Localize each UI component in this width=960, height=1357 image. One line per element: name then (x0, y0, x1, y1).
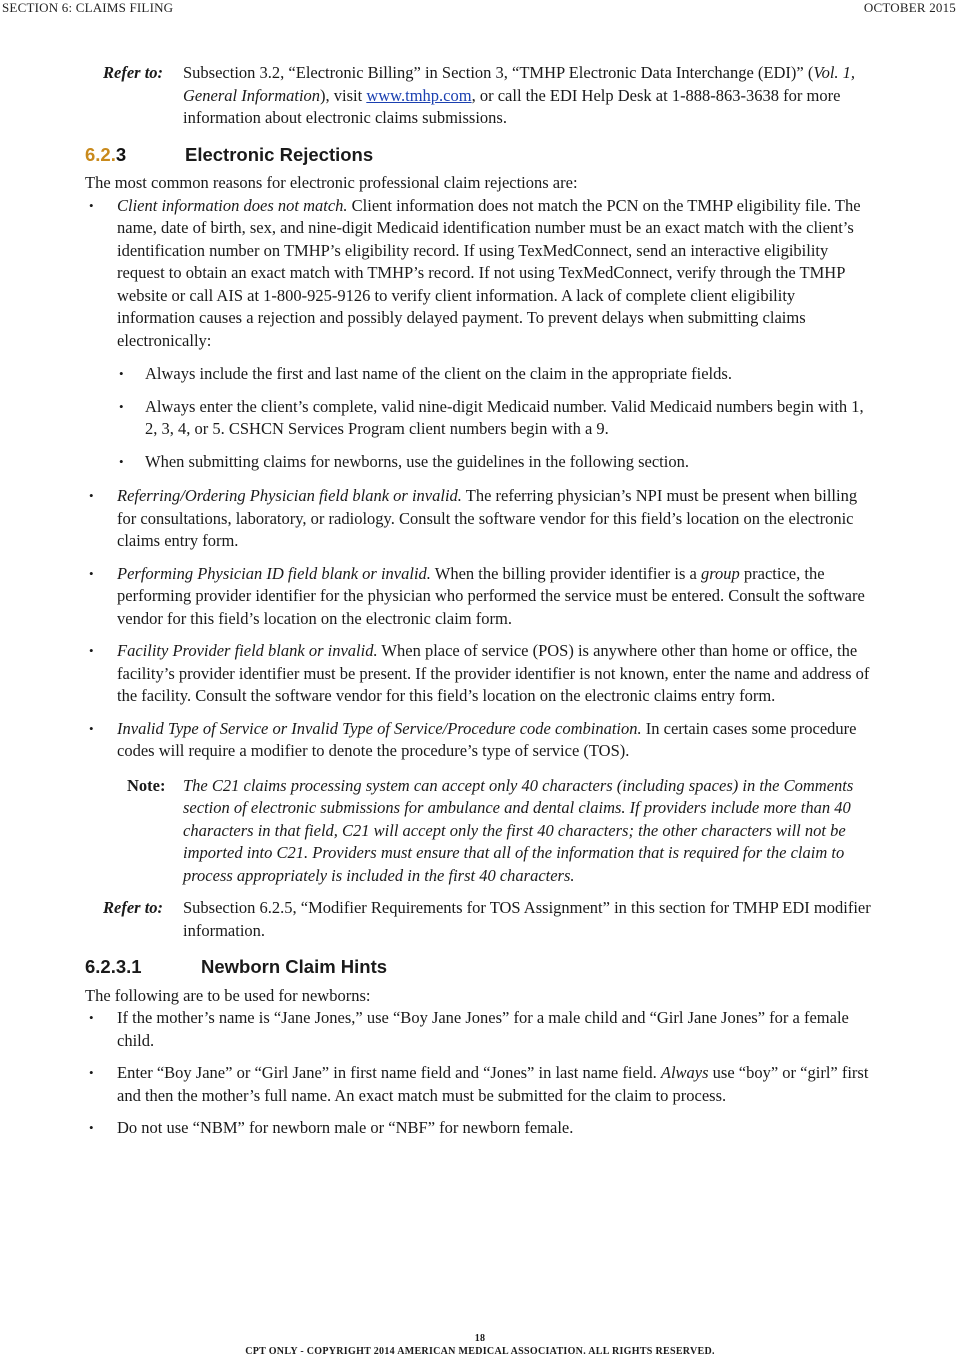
bullet-lead: Client information does not match. (117, 195, 348, 215)
bullet-lead: Referring/Ordering Physician field blank or invalid. (117, 486, 462, 505)
prevention-tips-list (117, 363, 875, 473)
list-item (85, 640, 875, 708)
list-item (85, 563, 875, 631)
refer-volume-title: Vol. 1, General Information (183, 63, 856, 105)
refer-to-label: Refer to: (103, 898, 164, 917)
note-label: Note: (127, 775, 166, 795)
tmhp-website-link[interactable]: www.tmhp.com (366, 85, 472, 105)
refer-text-mid: ), visit (320, 85, 367, 105)
list-item: • Do not use “NBM” for newborn male or “NBF” for newborn female. (85, 1117, 875, 1140)
list-item (85, 195, 875, 474)
rejection-reasons-list (85, 195, 875, 763)
newborn-intro: The following are to be used for newborns: (85, 985, 371, 1005)
list-item (85, 485, 875, 553)
section-intro: The most common reasons for electronic professional claim rejections are: (85, 173, 578, 192)
page-number: 18 (474, 1333, 486, 1344)
refer-to-block-2 (103, 897, 875, 942)
page-body (85, 62, 875, 1150)
subsection-heading (85, 956, 875, 979)
refer-text-pre: Subsection 3.2, “Electronic Billing” in Section 3, “TMHP Electronic Data Interchange (EDI)” ( (183, 63, 814, 82)
newborn-hints-list (85, 1007, 875, 1140)
subsection-number: 6.2.3.1 (85, 956, 142, 977)
bullet-text: practice, the performing provider identifier for the physician who performed the service must be entered. Consult the software vendor for this field’s location on the electronic claim form. (117, 563, 865, 628)
bullet-text: The referring physician’s NPI must be present when billing for consultations, laboratory, or radiology. Consult the software vendor for this field’s location on the electronic claims entry form. (117, 486, 858, 550)
list-item: • If the mother’s name is “Jane Jones,” use “Boy Jane Jones” for a male child and “Girl Jane Jones” for a female child. (85, 1007, 875, 1052)
section-heading (85, 144, 875, 167)
bullet-lead: Invalid Type of Service or Invalid Type of Service/Procedure code combination. (117, 718, 642, 738)
list-item (85, 718, 875, 763)
note-block (127, 775, 875, 888)
section-number-suffix: 3 (115, 143, 127, 165)
bullet-lead: Facility Provider field blank or invalid. (117, 641, 378, 660)
bullet-text: When the billing provider identifier is a (430, 563, 701, 583)
refer-to-text (183, 62, 875, 130)
copyright-footer: CPT ONLY - COPYRIGHT 2014 AMERICAN MEDICAL ASSOCIATION. ALL RIGHTS RESERVED. (245, 1346, 715, 1357)
list-item (85, 1062, 875, 1107)
section-title: Electronic Rejections (185, 143, 374, 165)
note-text: The C21 claims processing system can accept only 40 characters (including spaces) in the Comments section of electronic submissions for ambulance and dental claims. If providers include more than 40 characters in that field, C21 will accept only the first 40 characters; the other characters will not be imported into C21. Providers must ensure that all of the information that is required for the claim to process appropriately is included in the first 40 characters. (183, 775, 854, 885)
refer-to-block (103, 62, 875, 130)
section-number-prefix: 6.2. (85, 143, 116, 165)
refer-text-post: , or call the EDI Help Desk at 1-888-863-3638 for more information about electronic claims submissions. (183, 85, 841, 127)
list-item: • Always include the first and last name of the client on the claim in the appropriate fields. (117, 363, 875, 386)
running-header-section: SECTION 6: CLAIMS FILING (2, 0, 174, 15)
list-item: • Always enter the client’s complete, valid nine-digit Medicaid number. Valid Medicaid numbers begin with 1, 2, 3, 4, or 5. CSHCN Services Program client numbers begin with a 9. (117, 396, 875, 441)
subsection-title: Newborn Claim Hints (201, 956, 388, 977)
bullet-lead: Performing Physician ID field blank or invalid. (117, 563, 431, 583)
bullet-emphasis: Always (660, 1063, 709, 1082)
bullet-text: use “boy” or “girl” first and then the mother’s full name. An exact match must be submitted for the claim to process. (117, 1063, 869, 1105)
refer-to-label: Refer to: (103, 63, 164, 82)
section-number (85, 144, 185, 167)
list-item: • When submitting claims for newborns, use the guidelines in the following section. (117, 451, 875, 474)
running-header-date: OCTOBER 2015 (863, 0, 956, 15)
bullet-emphasis: group (700, 563, 740, 583)
bullet-text: Client information does not match the PCN on the TMHP eligibility file. The name, date of birth, sex, and nine-digit Medicaid identification number must be an exact match with the client’s identification number on TMHP’s eligibility record. If using TexMedConnect, send an interactive eligibility request to obtain an exact match with TMHP’s record. If not using TexMedConnect, verify through the TMHP website or call AIS at 1-800-925-9126 to verify client information. A lack of complete client eligibility information causes a rejection and possibly delayed payment. To prevent delays when submitting claims electronically: (117, 195, 861, 350)
bullet-text: When place of service (POS) is anywhere other than home or office, the facility’s provider identifier must be present. If the provider identifier is not known, enter the name and address of the facility. Consult the software vendor for this field’s location on the electronic claims entry form. (117, 641, 870, 705)
bullet-text: In certain cases some procedure codes will require a modifier to denote the procedure’s type of service (TOS). (117, 718, 857, 760)
bullet-text: Enter “Boy Jane” or “Girl Jane” in first name field and “Jones” in last name field. (117, 1063, 661, 1082)
refer-to-text: Subsection 6.2.5, “Modifier Requirements for TOS Assignment” in this section for TMHP EDI modifier information. (183, 898, 871, 940)
